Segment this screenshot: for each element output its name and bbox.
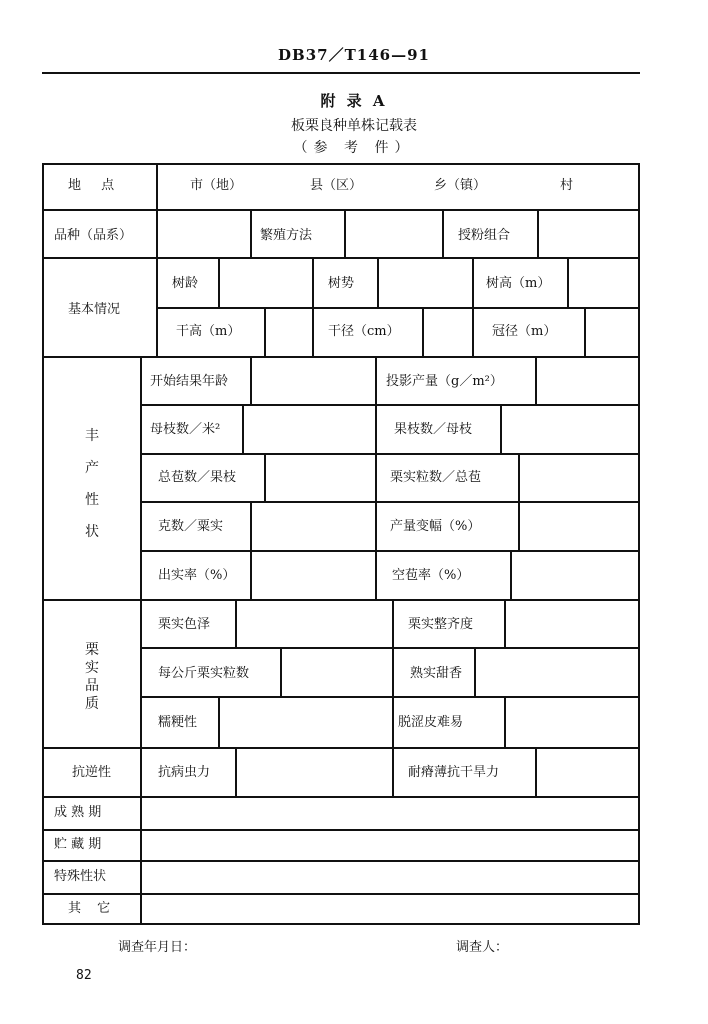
cell-divider xyxy=(264,307,266,357)
subrow-divider xyxy=(140,550,640,552)
cell-divider xyxy=(567,257,569,307)
yield-variation-label: 产量变幅（%） xyxy=(390,519,481,534)
cell-divider xyxy=(518,501,520,550)
row-divider xyxy=(42,796,640,798)
cell-divider xyxy=(537,209,539,257)
start-age-label: 开始结果年龄 xyxy=(150,374,229,389)
mother-branches-label: 母枝数／米² xyxy=(150,422,221,437)
trunk-height-label: 干高（m） xyxy=(176,324,241,339)
nut-color-label: 栗实色泽 xyxy=(158,617,211,632)
subrow-divider xyxy=(140,696,640,698)
subrow-divider xyxy=(140,647,640,649)
location-village: 村 xyxy=(560,178,574,193)
kernel-rate-label: 出实率（%） xyxy=(158,568,236,583)
row-divider xyxy=(42,747,640,749)
empty-bur-rate-label: 空苞率（%） xyxy=(392,568,470,583)
row-divider xyxy=(42,893,640,895)
nuts-per-kg-label: 每公斤栗实粒数 xyxy=(158,666,250,681)
cell-divider xyxy=(264,453,266,501)
quality-label-char: 质 xyxy=(85,696,99,712)
crown-diameter-label: 冠径（m） xyxy=(492,324,557,339)
cell-divider xyxy=(392,747,394,796)
label-column-divider xyxy=(156,163,158,357)
maturity-label: 成 熟 期 xyxy=(54,805,102,820)
row-divider xyxy=(42,599,640,601)
cell-divider xyxy=(250,356,252,404)
cell-divider xyxy=(422,307,424,357)
survey-date-label: 调查年月日： xyxy=(118,940,197,955)
table-border-right xyxy=(638,163,640,925)
other-label: 其 它 xyxy=(68,901,117,916)
nut-uniformity-label: 栗实整齐度 xyxy=(408,617,474,632)
reference-note: （参 考 件） xyxy=(293,140,415,156)
tree-height-label: 树高（m） xyxy=(486,276,551,291)
vigor-label: 树势 xyxy=(328,276,355,291)
cell-divider xyxy=(375,356,377,599)
table-border-bottom xyxy=(42,923,640,925)
cell-divider xyxy=(510,550,512,599)
quality-label-char: 品 xyxy=(85,678,99,694)
cell-divider xyxy=(392,599,394,747)
cell-divider xyxy=(377,257,379,307)
location-township: 乡（镇） xyxy=(434,178,487,193)
yield-label-char: 状 xyxy=(85,524,99,540)
waxiness-label: 糯粳性 xyxy=(158,715,198,730)
resistance-label: 抗逆性 xyxy=(72,765,112,780)
location-city: 市（地） xyxy=(190,178,243,193)
trunk-diameter-label: 干径（cm） xyxy=(328,324,400,339)
row-divider xyxy=(42,829,640,831)
row-divider xyxy=(42,209,640,211)
projected-yield-label: 投影产量（g／m²） xyxy=(386,374,503,389)
appendix-label: 附 录 A xyxy=(320,92,388,110)
investigator-label: 调查人： xyxy=(456,940,509,955)
cell-divider xyxy=(312,307,314,357)
label-column-divider xyxy=(140,356,142,924)
subrow-divider xyxy=(140,501,640,503)
cell-divider xyxy=(535,356,537,404)
burs-per-branch-label: 总苞数／果枝 xyxy=(158,470,237,485)
row-divider xyxy=(42,860,640,862)
cell-divider xyxy=(250,501,252,550)
yield-label-char: 产 xyxy=(85,460,99,476)
location-county: 县（区） xyxy=(310,178,363,193)
cell-divider xyxy=(218,696,220,747)
cell-divider xyxy=(280,647,282,696)
grams-per-nut-label: 克数／粟实 xyxy=(158,519,224,534)
yield-label-char: 性 xyxy=(85,492,99,508)
header-rule xyxy=(42,72,640,74)
cell-divider xyxy=(472,257,474,307)
cell-divider xyxy=(250,209,252,257)
subrow-divider xyxy=(140,453,640,455)
cell-divider xyxy=(504,696,506,747)
pollination-label: 授粉组合 xyxy=(458,228,511,243)
variety-label: 品种（品系） xyxy=(54,228,133,243)
quality-label-char: 实 xyxy=(85,660,99,676)
peeling-label: 脱涩皮难易 xyxy=(398,715,464,730)
row-divider xyxy=(42,356,640,358)
cell-divider xyxy=(242,404,244,453)
cell-divider xyxy=(584,307,586,357)
cell-divider xyxy=(250,550,252,599)
yield-label-char: 丰 xyxy=(85,428,99,444)
pest-resistance-label: 抗病虫力 xyxy=(158,765,211,780)
propagation-label: 繁殖方法 xyxy=(260,228,313,243)
sweetness-label: 熟实甜香 xyxy=(410,666,463,681)
fruit-per-mother-label: 果枝数／母枝 xyxy=(394,422,473,437)
table-border-left xyxy=(42,163,44,925)
tree-age-label: 树龄 xyxy=(172,276,199,291)
location-label: 地 点 xyxy=(68,178,123,193)
subrow-divider xyxy=(156,307,640,309)
cell-divider xyxy=(504,599,506,647)
cell-divider xyxy=(518,453,520,501)
table-border-top xyxy=(42,163,640,165)
cell-divider xyxy=(535,747,537,796)
standard-code: DB37／T146—91 xyxy=(278,46,430,64)
cell-divider xyxy=(312,257,314,307)
table-title: 板栗良种单株记载表 xyxy=(291,118,417,134)
basic-info-label: 基本情况 xyxy=(68,302,121,317)
cell-divider xyxy=(472,307,474,357)
cell-divider xyxy=(218,257,220,307)
special-traits-label: 特殊性状 xyxy=(54,869,107,884)
row-divider xyxy=(42,257,640,259)
cell-divider xyxy=(474,647,476,696)
cell-divider xyxy=(235,747,237,796)
subrow-divider xyxy=(140,404,640,406)
nuts-per-bur-label: 栗实粒数／总苞 xyxy=(390,470,482,485)
cell-divider xyxy=(500,404,502,453)
cell-divider xyxy=(235,599,237,647)
storage-label: 贮 藏 期 xyxy=(54,837,102,852)
cell-divider xyxy=(344,209,346,257)
record-table xyxy=(42,163,640,925)
page-number: 82 xyxy=(76,968,92,983)
quality-label-char: 栗 xyxy=(85,642,99,658)
drought-resistance-label: 耐瘠薄抗干旱力 xyxy=(408,765,500,780)
cell-divider xyxy=(442,209,444,257)
